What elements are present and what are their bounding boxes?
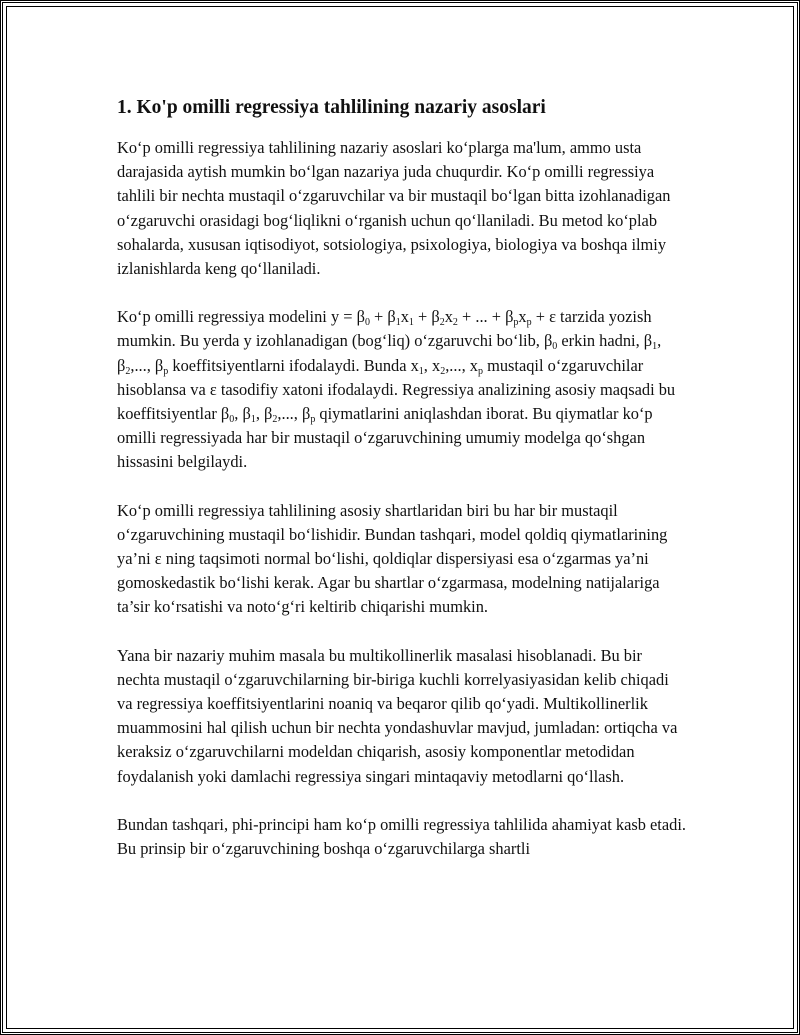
paragraph-phi-principle: Bundan tashqari, phi-principi ham ko‘p omilli regressiya tahlilida ahamiyat kasb etadi. Bu prinsip bir o‘zgaruvchining boshqa o‘zgaruvchilarga shartli bbox=[117, 814, 686, 859]
paragraph-model-formula: Ko‘p omilli regressiya modelini $y = \beta_0 + \beta_1x_1 + \beta_2x_2$ + ... + $\beta_px_p + \varepsilon$ tarzida yozish mumkin. Bu yerda y izohlanadigan (bog‘liq) o‘zgaruvchi bo‘lib, $\beta_0$ erkin hadni, $\beta_1$, $\beta_2$,..., $\beta_p$ koeffitsiyentlarni ifodalaydi. Bunda $x_1$, $x_2$,..., $x_p$ mustaqil o‘zgaruvchilar hisoblansa va ε tasodifiy xatoni ifodalaydi. Regressiya analizining asosiy maqsadi bu koeffitsiyentlar $\beta_0$, $\beta_1$, $\beta_2$,..., $\beta_p$ qiymatlarini aniqlashdan iborat. Bu qiymatlar ko‘p omilli regressiyada har bir mustaqil o‘zgaruvchining umumiy modelga qo‘shgan hissasini belgilaydi. bbox=[117, 307, 676, 472]
section-heading: 1. Ko'p omilli regressiya tahlilining nazariy asoslari bbox=[117, 97, 546, 118]
document-body bbox=[117, 96, 687, 885]
paragraph-multicollinearity: Yana bir nazariy muhim masala bu multikollinerlik masalasi hisoblanadi. Bu bir nechta mustaqil o‘zgaruvchilarning bir-biriga kuchli korrelyasiyasidan kelib chiqadi va regressiya koeffitsiyentlarini noaniq va beqaror qilib qo‘yadi. Multikollinerlik muammosini hal qilish uchun bir nechta yondashuvlar mavjud, jumladan: ortiqcha va keraksiz o‘zgaruvchilarni modeldan chiqarish, asosiy komponentlar metodidan foydalanish yoki damlachi regressiya singari mintaqaviy metodlarni qo‘llash. bbox=[117, 645, 678, 786]
paragraph-assumptions: Ko‘p omilli regressiya tahlilining asosiy shartlaridan biri bu har bir mustaqil o‘zgaruvchining mustaqil bo‘lishidir. Bundan tashqari, model qoldiq qiymatlarining ya’ni ε ning taqsimoti normal bo‘lishi, qoldiqlar dispersiyasi esa o‘zgarmas ya’ni gomoskedastik bo‘lishi kerak. Agar bu shartlar o‘zgarmasa, modelning natijalariga ta’sir ko‘rsatishi va noto‘g‘ri keltirib chiqarishi mumkin. bbox=[117, 500, 668, 617]
paragraph-intro: Ko‘p omilli regressiya tahlilining nazariy asoslari ko‘plarga ma'lum, ammo usta darajasida aytish mumkin bo‘lgan nazariya juda chuqurdir. Ko‘p omilli regressiya tahlili bir nechta mustaqil o‘zgaruvchilar va bir mustaqil bo‘lgan bitta izohlanadigan o‘zgaruvchi orasidagi bog‘liqlikni o‘rganish uchun qo‘llaniladi. Bu metod ko‘plab sohalarda, xususan iqtisodiyot, sotsiologiya, psixologiya, biologiya va boshqa ilmiy izlanishlarda keng qo‘llaniladi. bbox=[117, 138, 671, 279]
